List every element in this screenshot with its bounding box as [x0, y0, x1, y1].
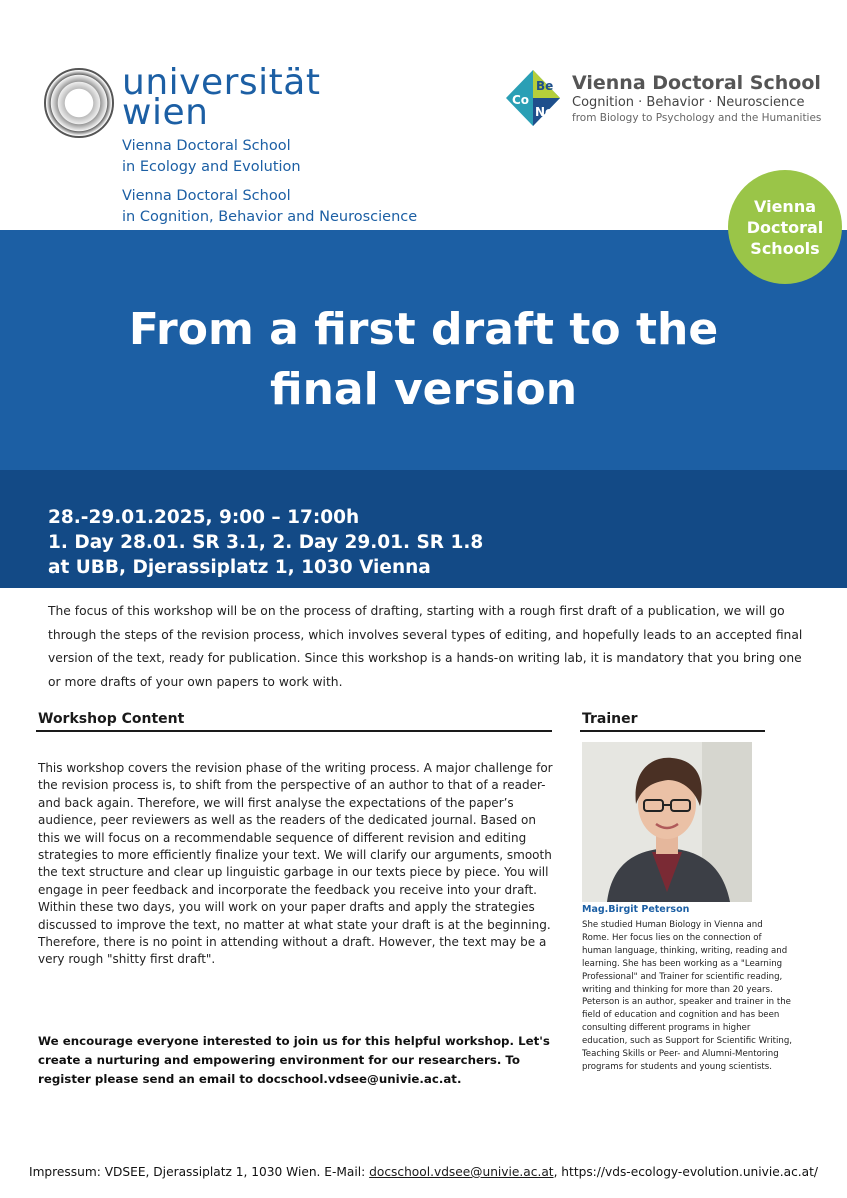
university-wordmark	[122, 62, 321, 133]
footer-email-link[interactable]: docschool.vdsee@univie.ac.at	[369, 1165, 554, 1179]
cobe-logo-co: Co	[512, 93, 530, 107]
trainer-portrait-icon	[582, 742, 752, 902]
cobe-title: Vienna Doctoral School	[572, 72, 821, 94]
intro-paragraph: The focus of this workshop will be on the process of drafting, starting with a rough first draft of a publication, we will go through the steps of the revision process, which involves several types of editing, and hopefully leads to an accepted final version of the text, ready for publication. Since this workshop is a hands-on writing lab, it is mandatory that you bring one or more drafts of your own papers to work with.	[48, 604, 803, 689]
event-date-time: 28.-29.01.2025, 9:00 – 17:00h	[48, 507, 360, 528]
title-line1: From a first draft to the	[128, 304, 719, 355]
school2-line1: Vienna Doctoral School	[122, 188, 291, 204]
trainer-heading-rule	[580, 730, 765, 732]
school1-line2: in Ecology and Evolution	[122, 159, 301, 175]
university-name-line2: wien	[122, 92, 209, 133]
badge-line3: Schools	[750, 238, 820, 258]
school1-line1: Vienna Doctoral School	[122, 138, 291, 154]
page-title	[0, 300, 847, 420]
cobe-logo-ne: Ne	[535, 105, 554, 119]
workshop-heading: Workshop Content	[38, 711, 185, 727]
trainer-name: Mag.Birgit Peterson	[582, 904, 690, 915]
school2-line2: in Cognition, Behavior and Neuroscience	[122, 209, 418, 225]
footer-prefix: Impressum: VDSEE, Djerassiplatz 1, 1030 Wien. E-Mail:	[28, 1165, 370, 1179]
imprint-footer	[0, 1165, 847, 1179]
vienna-doctoral-schools-badge	[728, 170, 842, 284]
workshop-heading-rule	[36, 730, 552, 732]
badge-line2: Doctoral	[746, 217, 824, 237]
cobe-logo-icon	[502, 68, 564, 128]
trainer-photo	[582, 742, 752, 902]
trainer-bio: She studied Human Biology in Vienna and Rome. Her focus lies on the connection of human language, thinking, writing, reading and learning. She has been working as a "Learning Professional" and Trainer for scientific reading, writing and thinking for more than 20 years. Peterson is an author, speaker and trainer in the field of education and cognition and has been consulting different programs in higher education, such as Support for Scientific Writing, Teaching Skills or Peer- and Alumni-Mentoring programs for students and young scientists.	[582, 920, 793, 1072]
school-names	[122, 136, 417, 228]
workshop-call-to-action: We encourage everyone interested to join us for this helpful workshop. Let's create a nurturing and empowering environment for our researchers. To register please send an email to docschool.vdsee@univie.ac.at.	[38, 1034, 550, 1086]
title-line2: final version	[269, 364, 578, 415]
university-name-line1: universität	[122, 62, 321, 103]
workshop-paragraph-2: Within these two days, you will work on your paper drafts and apply the strategies discussed to improve the text, no matter at what state your draft is at the beginning. Therefore, there is no point in attending without a draft. However, the text may be a very rough "shitty first draft".	[38, 900, 551, 967]
workshop-paragraph-1: This workshop covers the revision phase of the writing process. A major challenge for the revision process is, to shift from the perspective of an author to that of a reader- and back again. Therefore, we will first analyse the expectations of the paper’s audience, peer reviewers as well as the readers of the dedicated journal. Based on this we will focus on a recommendable sequence of different revision and editing strategies to more efficiently finalize your text. We will clarify our arguments, smooth the text structure and clear up linguistic garbage in our texts piece by piece. You will engage in peer feedback and incorporate the feedback you receive into your draft.	[38, 761, 553, 897]
footer-suffix: , https://vds-ecology-evolution.univie.ac.at/	[553, 1165, 819, 1179]
trainer-heading: Trainer	[582, 711, 638, 727]
workshop-description	[38, 760, 554, 969]
event-details	[48, 505, 483, 580]
event-location: at UBB, Djerassiplatz 1, 1030 Vienna	[48, 557, 431, 578]
event-rooms: 1. Day 28.01. SR 3.1, 2. Day 29.01. SR 1.8	[48, 532, 484, 553]
cobe-subtitle: Cognition · Behavior · Neuroscience	[572, 95, 805, 110]
cobe-logo-be: Be	[536, 79, 554, 93]
badge-line1: Vienna	[753, 196, 816, 216]
cobe-tagline: from Biology to Psychology and the Humanities	[572, 112, 822, 124]
university-seal-logo	[44, 68, 114, 138]
